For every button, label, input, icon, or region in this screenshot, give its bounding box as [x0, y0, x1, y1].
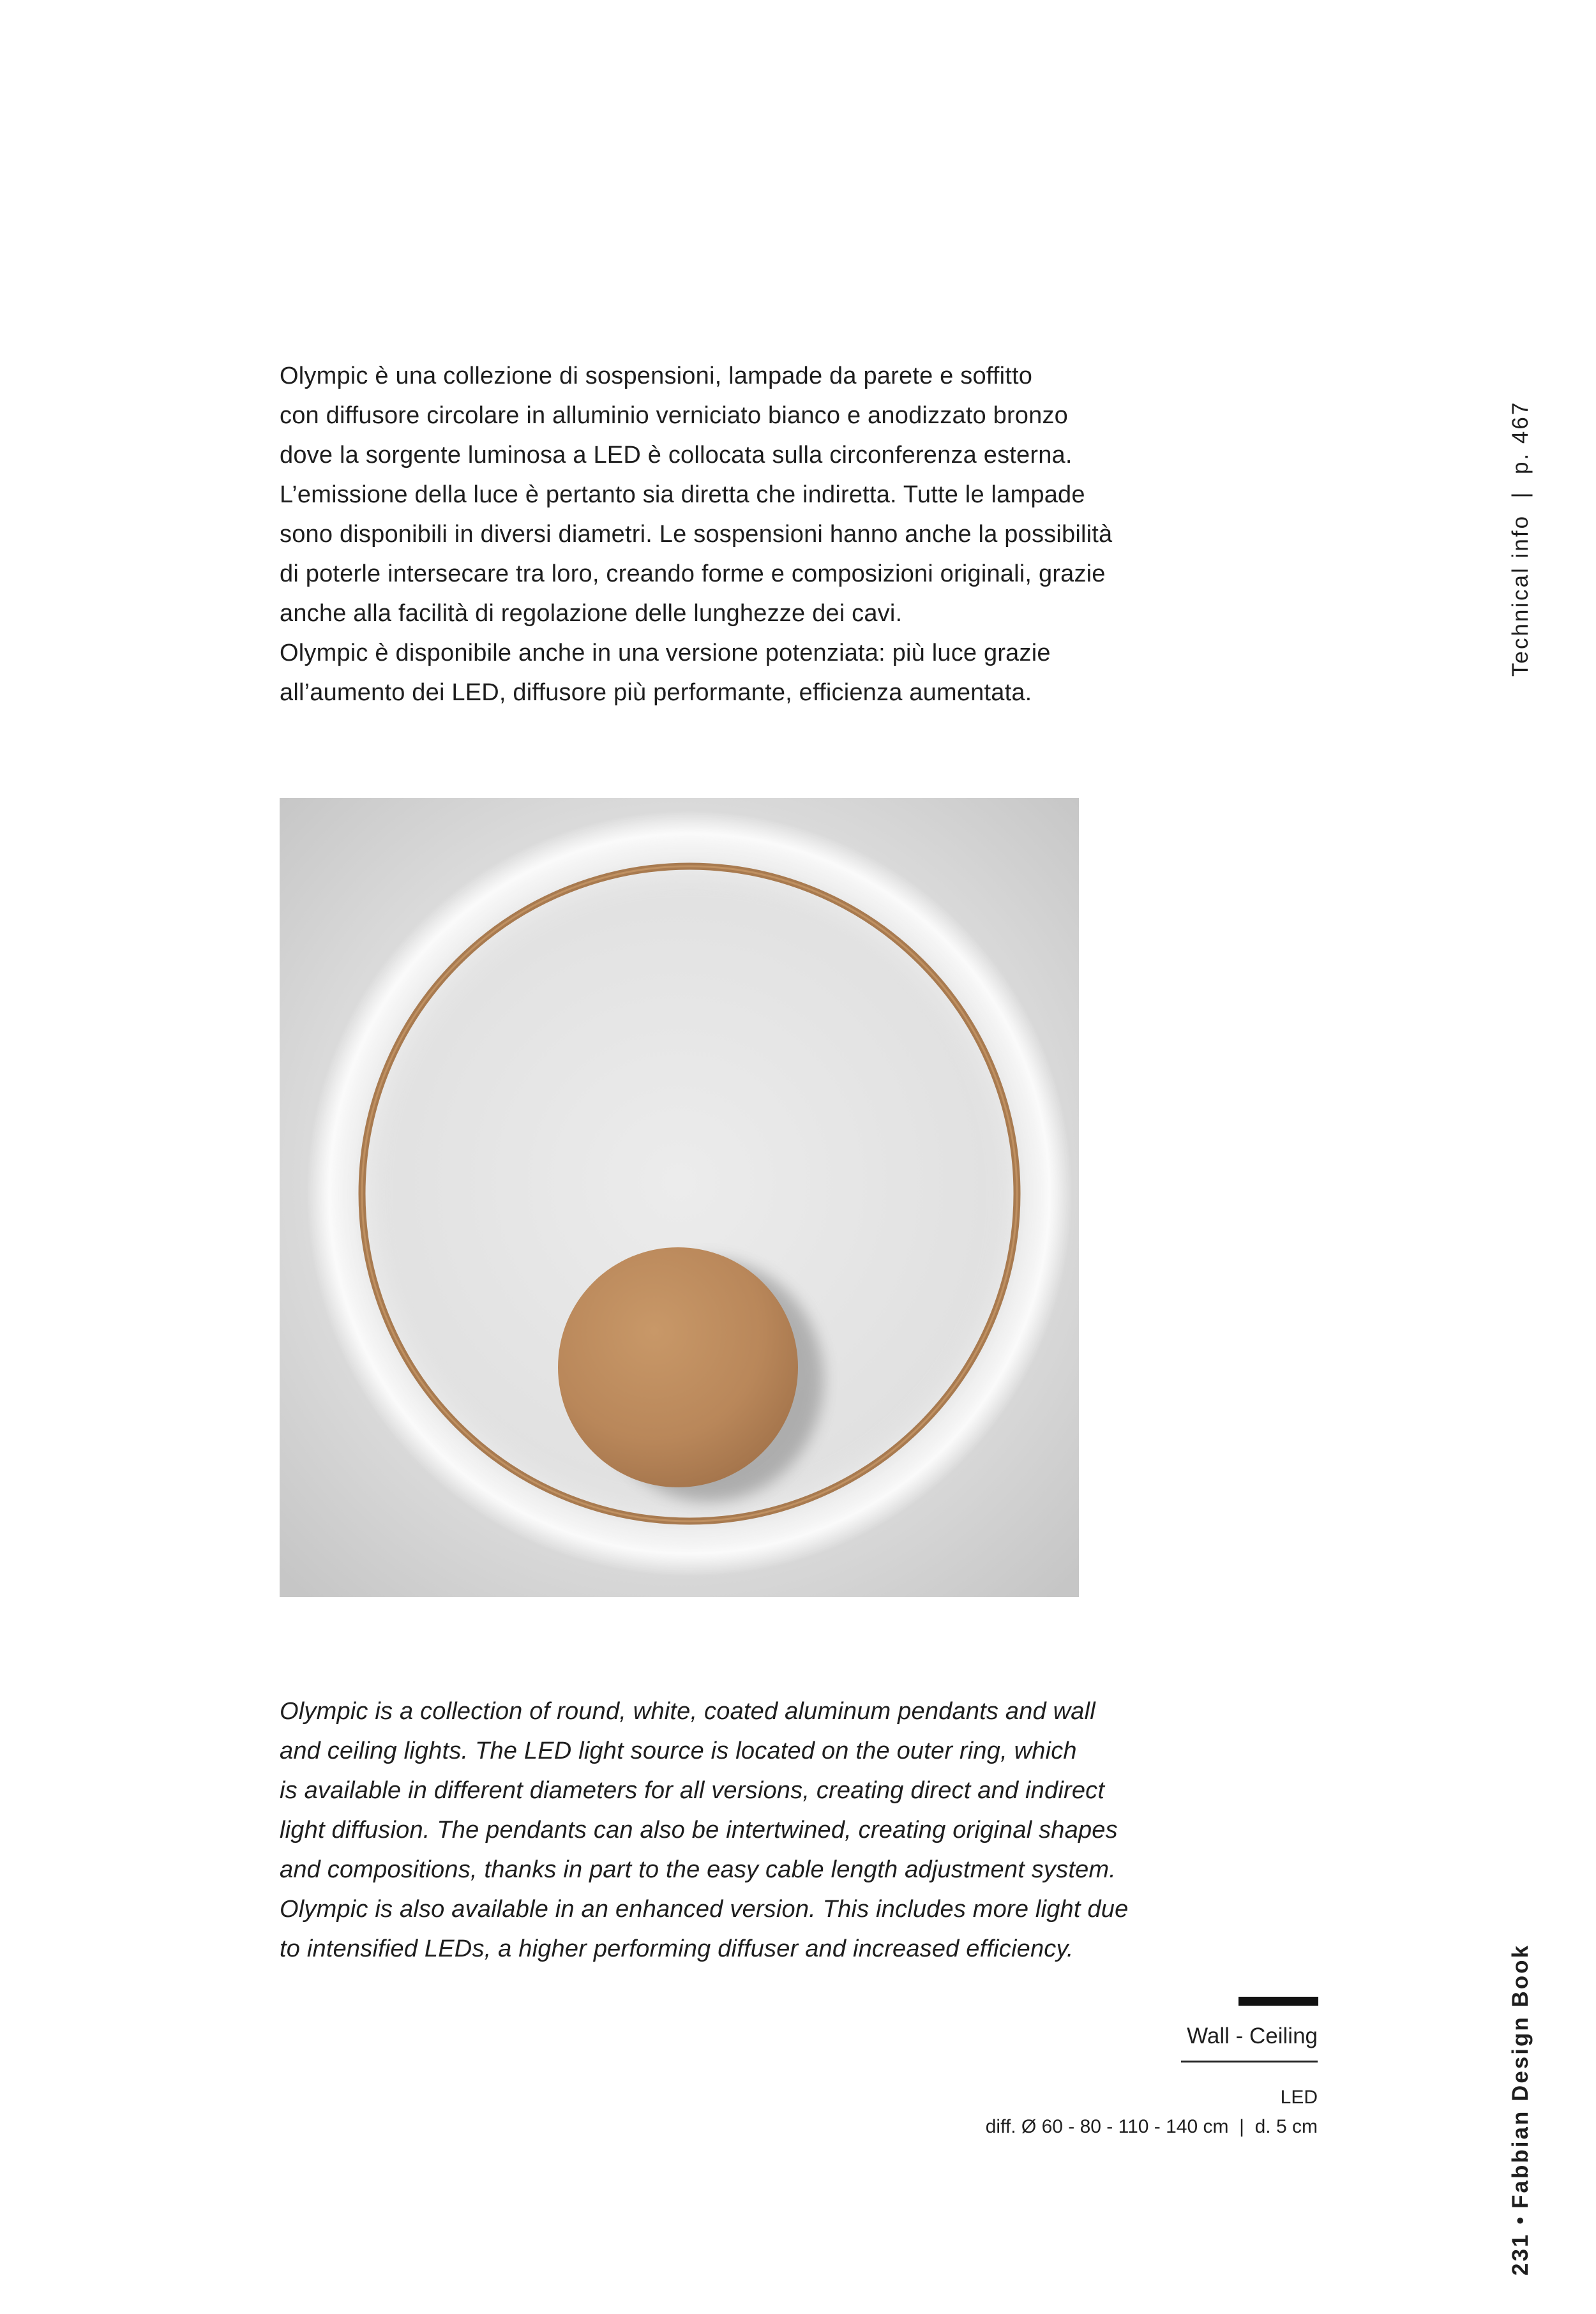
italian-description-line: anche alla facilità di regolazione delle lunghezze dei cavi. — [280, 600, 903, 627]
italian-description — [280, 356, 1212, 712]
book-title: Fabbian Design Book — [1508, 1944, 1533, 2209]
english-description-line: Olympic is a collection of round, white, coated aluminum pendants and wall — [280, 1698, 1095, 1725]
italian-description-line: L’emissione della luce è pertanto sia diretta che indiretta. Tutte le lampade — [280, 481, 1085, 508]
english-description-line: light diffusion. The pendants can also be intertwined, creating original shapes — [280, 1817, 1118, 1844]
spec-category: Wall - Ceiling — [1187, 2024, 1318, 2048]
bronze-disc — [558, 1247, 798, 1487]
english-description-line: is available in different diameters for all versions, creating direct and indirect — [280, 1777, 1105, 1804]
italian-description-line: sono disponibili in diversi diametri. Le sospensioni hanno anche la possibilità — [280, 521, 1113, 548]
page-footer-vertical — [1507, 1944, 1545, 2276]
olympic-lamp-illustration — [280, 798, 1079, 1597]
english-description-line: Olympic is also available in an enhanced version. This includes more light due — [280, 1896, 1129, 1923]
product-photo — [280, 798, 1079, 1597]
spec-divider — [1181, 2061, 1318, 2062]
italian-description-line: Olympic è una collezione di sospensioni, lampade da parete e soffitto — [280, 363, 1033, 389]
technical-info-ref[interactable] — [1507, 400, 1545, 677]
english-description — [280, 1692, 1237, 1969]
italian-description-line: Olympic è disponibile anche in una versione potenziata: più luce grazie — [280, 640, 1051, 666]
italian-description-line: con diffusore circolare in alluminio verniciato bianco e anodizzato bronzo — [280, 402, 1069, 429]
page-footer-text — [1507, 1944, 1535, 2276]
english-description-line: and ceiling lights. The LED light source is located on the outer ring, which — [280, 1738, 1077, 1764]
english-description-line: to intensified LEDs, a higher performing diffuser and increased efficiency. — [280, 1935, 1074, 1962]
page-number: 231 — [1508, 2232, 1533, 2276]
bullet-separator: • — [1508, 2216, 1533, 2225]
italian-description-line: all’aumento dei LED, diffusore più performante, efficienza aumentata. — [280, 679, 1032, 706]
italian-description-line: dove la sorgente luminosa a LED è collocata sulla circonferenza esterna. — [280, 442, 1073, 469]
technical-info-label: Technical info | p. 467 — [1508, 400, 1533, 677]
english-description-line: and compositions, thanks in part to the easy cable length adjustment system. — [280, 1856, 1117, 1883]
italian-description-line: di poterle intersecare tra loro, creando forme e composizioni originali, grazie — [280, 560, 1106, 587]
spec-light-source: LED — [1280, 2087, 1318, 2108]
spec-accent-bar — [1238, 1997, 1318, 2006]
spec-dimensions: diff. Ø 60 - 80 - 110 - 140 cm | d. 5 cm — [985, 2116, 1318, 2137]
